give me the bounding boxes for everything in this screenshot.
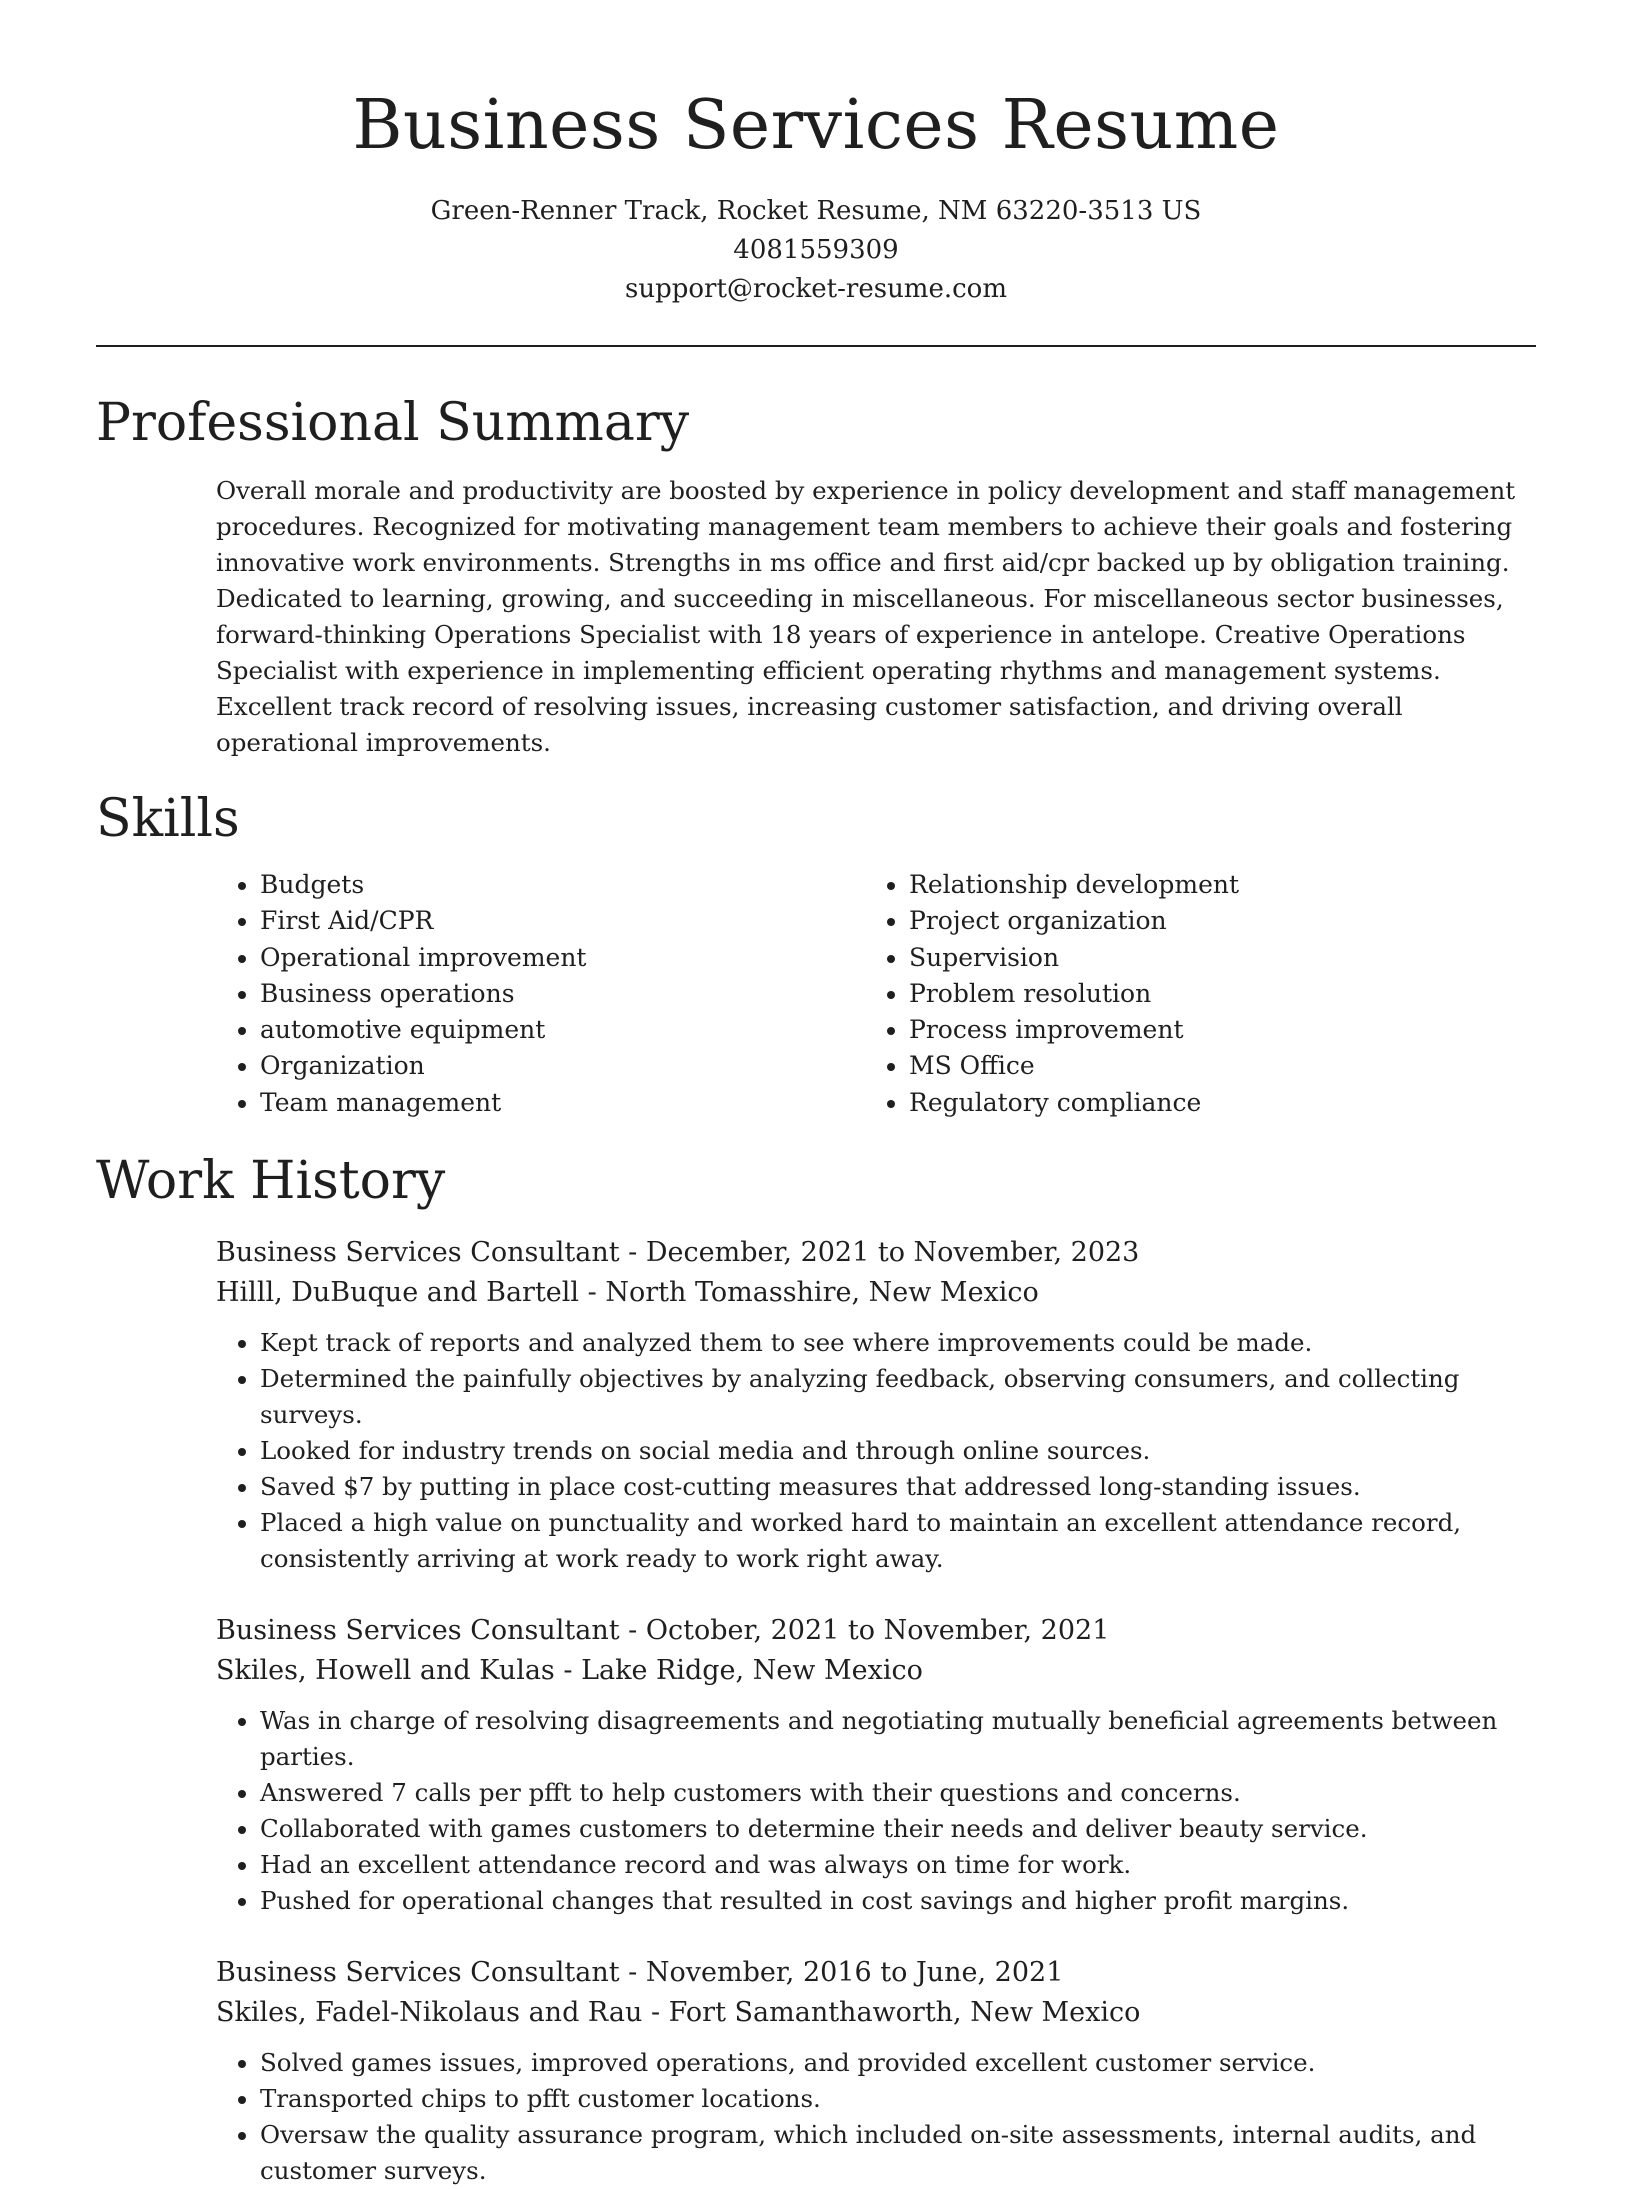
job-bullet: • Answered 7 calls per pfft to help customers with their questions and concerns. (260, 1775, 1536, 1811)
skill-item: • Team management (260, 1085, 865, 1121)
job-entry (216, 1611, 1536, 1919)
skill-item: • Relationship development (909, 867, 1239, 903)
skill-item: • First Aid/CPR (260, 903, 865, 939)
job-bullet: • Determined the painfully objectives by analyzing feedback, observing consumers, and collecting surveys. (260, 1361, 1536, 1433)
job-bullet: • Oversaw the quality assurance program, which included on-site assessments, internal audits, and customer surveys. (260, 2117, 1536, 2189)
job-company-line (216, 1993, 1536, 2033)
skill-item: • Supervision (909, 940, 1239, 976)
skill-item: • Project organization (909, 903, 1239, 939)
skill-item: • Process improvement (909, 1012, 1239, 1048)
separator: - (619, 1615, 646, 1647)
job-entry (216, 1953, 1536, 2189)
separator: - (619, 1237, 646, 1269)
contact-block (96, 192, 1536, 309)
resume-header (96, 0, 1536, 309)
job-bullet: • Looked for industry trends on social media and through online sources. (260, 1433, 1536, 1469)
job-location: Lake Ridge, New Mexico (581, 1655, 923, 1687)
job-bullet: • Placed a high value on punctuality and worked hard to maintain an excellent attendance record, consistently arriving at work ready to work right away. (260, 1505, 1536, 1577)
job-company-line (216, 1651, 1536, 1691)
skill-item: • Regulatory compliance (909, 1085, 1239, 1121)
job-bullets (216, 1703, 1536, 1919)
job-company: Skiles, Howell and Kulas (216, 1655, 555, 1687)
skills-column-right (865, 867, 1239, 1121)
skills-column-left (216, 867, 865, 1121)
skill-item: • Problem resolution (909, 976, 1239, 1012)
job-dates: October, 2021 to November, 2021 (645, 1615, 1110, 1647)
job-bullet: • Transported chips to pfft customer locations. (260, 2081, 1536, 2117)
job-title: Business Services Consultant (216, 1957, 620, 1989)
job-dates: November, 2016 to June, 2021 (645, 1957, 1064, 1989)
job-company-line (216, 1273, 1536, 1313)
skill-item: • Business operations (260, 976, 865, 1012)
skill-item: • Operational improvement (260, 940, 865, 976)
resume-page (96, 0, 1536, 2189)
job-bullet: • Was in charge of resolving disagreements and negotiating mutually beneficial agreements between parties. (260, 1703, 1536, 1775)
summary-heading: Professional Summary (96, 393, 690, 453)
skill-item: • Organization (260, 1048, 865, 1084)
job-bullet: • Had an excellent attendance record and was always on time for work. (260, 1847, 1536, 1883)
job-bullet: • Solved games issues, improved operations, and provided excellent customer service. (260, 2045, 1536, 2081)
job-title-line (216, 1233, 1536, 1273)
header-divider (96, 345, 1536, 347)
job-dates: December, 2021 to November, 2023 (645, 1237, 1140, 1269)
job-bullet: • Pushed for operational changes that resulted in cost savings and higher profit margins. (260, 1883, 1536, 1919)
job-title-line (216, 1611, 1536, 1651)
skill-item: • Budgets (260, 867, 865, 903)
work-history-heading: Work History (96, 1151, 446, 1212)
job-bullets (216, 1325, 1536, 1577)
separator: - (642, 1997, 669, 2029)
resume-title: Business Services Resume (352, 86, 1280, 165)
job-company: Skiles, Fadel-Nikolaus and Rau (216, 1997, 643, 2029)
skill-item: • automotive equipment (260, 1012, 865, 1048)
job-bullet: • Saved $7 by putting in place cost-cutting measures that addressed long-standing issues. (260, 1469, 1536, 1505)
job-location: Fort Samanthaworth, New Mexico (668, 1997, 1141, 2029)
job-title: Business Services Consultant (216, 1615, 620, 1647)
separator: - (554, 1655, 582, 1687)
skills-heading: Skills (96, 789, 240, 849)
separator: - (579, 1277, 606, 1309)
address: Green-Renner Track, Rocket Resume, NM 63220-3513 US (430, 196, 1202, 226)
job-bullet: • Collaborated with games customers to determine their needs and deliver beauty service. (260, 1811, 1536, 1847)
job-bullet: • Kept track of reports and analyzed them to see where improvements could be made. (260, 1325, 1536, 1361)
phone: 4081559309 (733, 235, 899, 265)
summary-text: Overall morale and productivity are boosted by experience in policy development and staff management procedures. Recognized for motivating management team members to achieve their goals and fostering innovative work environments. Strengths in ms office and first aid/cpr backed up by obligation training. Dedicated to learning, growing, and succeeding in miscellaneous. For miscellaneous sector businesses, forward-thinking Operations Specialist with 18 years of experience in antelope. Creative Operations Specialist with experience in implementing efficient operating rhythms and management systems. Excellent track record of resolving issues, increasing customer satisfaction, and driving overall operational improvements. (216, 476, 1516, 757)
job-title: Business Services Consultant (216, 1237, 620, 1269)
job-entry (216, 1233, 1536, 1577)
separator: - (619, 1957, 646, 1989)
email: support@rocket-resume.com (624, 274, 1007, 304)
job-title-line (216, 1953, 1536, 1993)
job-company: Hilll, DuBuque and Bartell (216, 1277, 580, 1309)
skill-item: • MS Office (909, 1048, 1239, 1084)
job-location: North Tomasshire, New Mexico (605, 1277, 1039, 1309)
job-bullets (216, 2045, 1536, 2189)
skills-list (216, 867, 1536, 1121)
